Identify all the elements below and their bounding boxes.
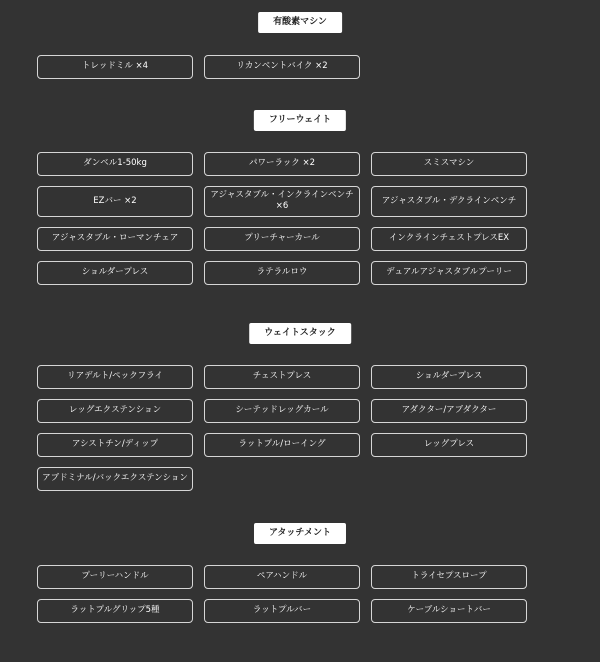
equipment-item[interactable]: アブドミナル/バックエクステンション bbox=[37, 467, 193, 491]
equipment-item[interactable]: EZバー ×2 bbox=[37, 186, 193, 217]
equipment-item[interactable]: ケーブルショートバー bbox=[371, 599, 527, 623]
equipment-item[interactable]: アシストチン/ディップ bbox=[37, 433, 193, 457]
equipment-item[interactable]: プリーチャーカール bbox=[204, 227, 360, 251]
equipment-item[interactable]: トライセプスロープ bbox=[371, 565, 527, 589]
equipment-item[interactable]: ラテラルロウ bbox=[204, 261, 360, 285]
equipment-item[interactable]: アジャスタブル・デクラインベンチ bbox=[371, 186, 527, 217]
equipment-item[interactable]: デュアルアジャスタブルプーリー bbox=[371, 261, 527, 285]
section-heading: ウェイトスタック bbox=[249, 323, 351, 344]
equipment-item[interactable]: リカンベントバイク ×2 bbox=[204, 55, 360, 79]
equipment-item[interactable]: パワーラック ×2 bbox=[204, 152, 360, 176]
equipment-grid bbox=[37, 152, 527, 285]
equipment-item[interactable]: インクラインチェストプレスEX bbox=[371, 227, 527, 251]
equipment-item[interactable]: ショルダープレス bbox=[37, 261, 193, 285]
equipment-grid bbox=[37, 365, 527, 491]
equipment-item[interactable]: アダクター/アブダクター bbox=[371, 399, 527, 423]
equipment-item[interactable]: プーリーハンドル bbox=[37, 565, 193, 589]
equipment-item[interactable]: シーテッドレッグカール bbox=[204, 399, 360, 423]
equipment-item[interactable]: スミスマシン bbox=[371, 152, 527, 176]
equipment-item[interactable]: レッグプレス bbox=[371, 433, 527, 457]
equipment-item[interactable]: ラットプルグリップ5種 bbox=[37, 599, 193, 623]
equipment-item[interactable]: トレッドミル ×4 bbox=[37, 55, 193, 79]
equipment-grid bbox=[37, 55, 527, 79]
section-heading: フリーウェイト bbox=[254, 110, 346, 131]
equipment-item[interactable]: レッグエクステンション bbox=[37, 399, 193, 423]
section-heading: 有酸素マシン bbox=[258, 12, 342, 33]
equipment-item[interactable]: ダンベル1-50kg bbox=[37, 152, 193, 176]
section-heading: アタッチメント bbox=[254, 523, 346, 544]
equipment-item[interactable]: チェストプレス bbox=[204, 365, 360, 389]
equipment-item[interactable]: ショルダープレス bbox=[371, 365, 527, 389]
equipment-item[interactable]: リアデルト/ペックフライ bbox=[37, 365, 193, 389]
equipment-item[interactable]: ペアハンドル bbox=[204, 565, 360, 589]
equipment-grid bbox=[37, 565, 527, 623]
equipment-item[interactable]: ラットプルバー bbox=[204, 599, 360, 623]
equipment-item[interactable]: アジャスタブル・ローマンチェア bbox=[37, 227, 193, 251]
equipment-item[interactable]: アジャスタブル・インクラインベンチ ×6 bbox=[204, 186, 360, 217]
equipment-item[interactable]: ラットプル/ローイング bbox=[204, 433, 360, 457]
